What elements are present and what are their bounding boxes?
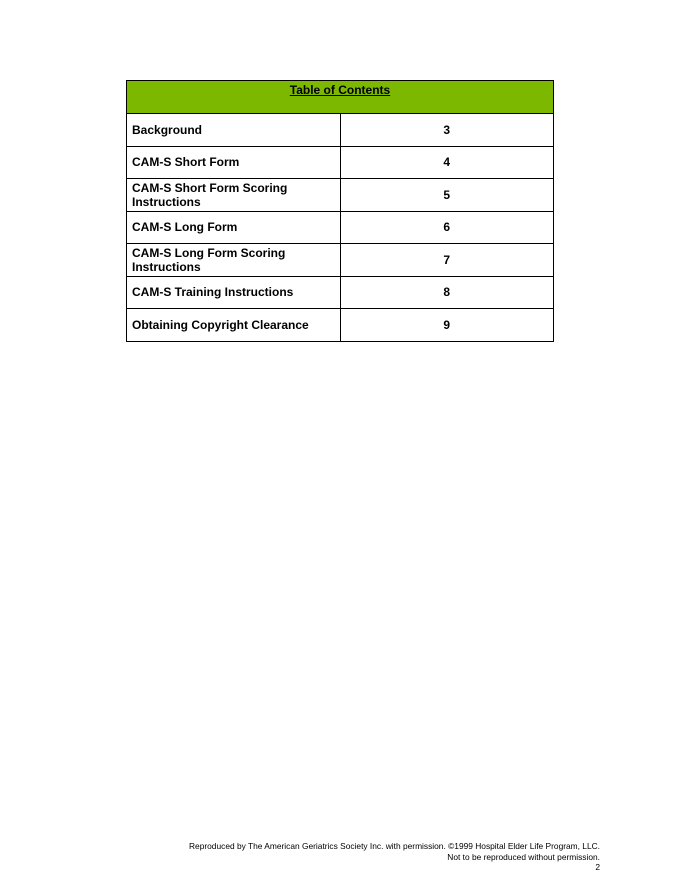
toc-entry-title: Obtaining Copyright Clearance [127,309,341,342]
toc-row [127,179,554,212]
toc-entry-title: CAM-S Short Form Scoring Instructions [127,179,341,212]
toc-entry-title: CAM-S Short Form [127,146,341,179]
toc-entry-title: CAM-S Training Instructions [127,276,341,309]
footer-copyright: Reproduced by The American Geriatrics Society Inc. with permission. ©1999 Hospital Elder Life Program, LLC. [189,841,600,851]
toc-row [127,211,554,244]
toc-entry-page: 7 [340,244,554,277]
toc-row [127,309,554,342]
toc-entry-page: 4 [340,146,554,179]
toc-header-row [127,81,554,114]
toc-row [127,276,554,309]
table-of-contents [126,80,554,342]
footer-permission-notice: Not to be reproduced without permission. [447,851,600,862]
toc-entry-title: CAM-S Long Form [127,211,341,244]
page-footer [189,841,600,873]
toc-entry-page: 6 [340,211,554,244]
toc-entry-title: Background [127,114,341,147]
toc-entry-page: 5 [340,179,554,212]
toc-row [127,114,554,147]
toc-entry-page: 8 [340,276,554,309]
toc-entry-title: CAM-S Long Form Scoring Instructions [127,244,341,277]
toc-heading: Table of Contents [289,83,391,97]
toc-entry-page: 3 [340,114,554,147]
toc-header-cell [127,81,554,114]
footer-page-number: 2 [595,862,600,872]
toc-row [127,146,554,179]
toc-row [127,244,554,277]
toc-entry-page: 9 [340,309,554,342]
